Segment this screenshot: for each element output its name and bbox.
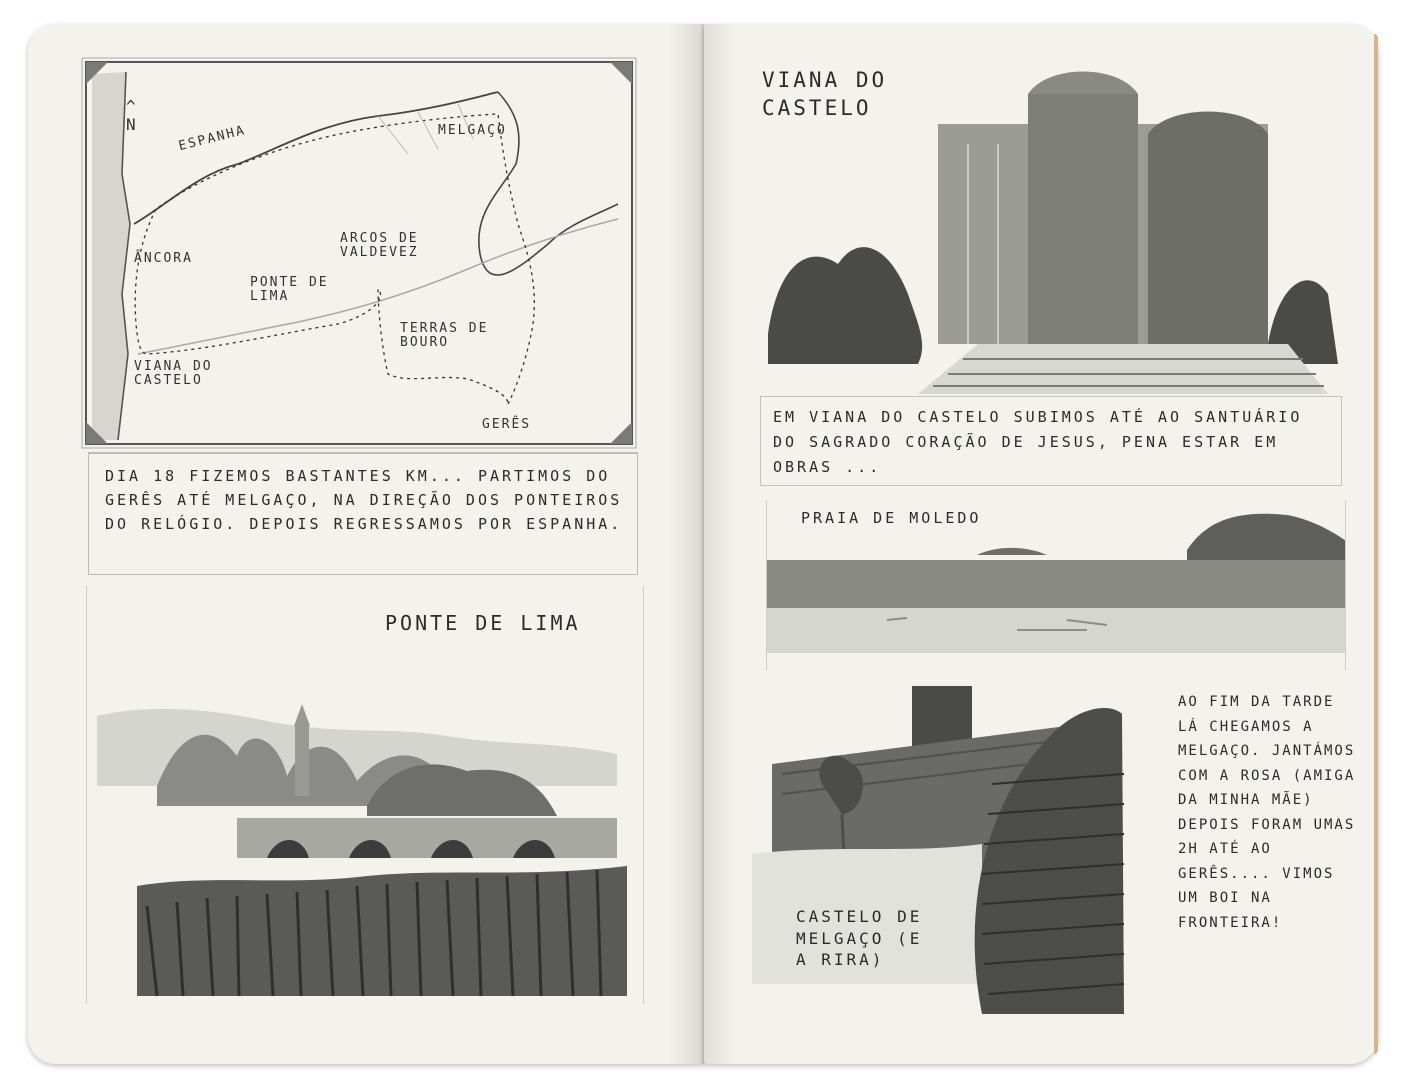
viana-sanctuary-sketch	[768, 64, 1338, 394]
map-label-melgaco: MELGAÇO	[438, 123, 507, 138]
ponte-de-lima-sketch	[87, 586, 643, 1004]
castelo-caption: CASTELO DE MELGAÇO (E A RIRA)	[796, 907, 923, 970]
praia-title: PRAIA DE MOLEDO	[801, 509, 982, 527]
right-page	[704, 24, 1378, 1064]
praia-moledo-panel	[766, 500, 1346, 670]
route-map	[78, 54, 640, 452]
map-label-geres: GERÊS	[482, 417, 532, 432]
melgaco-side-note: AO FIM DA TARDE LÁ CHEGAMOS A MELGAÇO. JANTÁMOS COM A ROSA (AMIGA DA MINHA MÃE) DEPOIS FORAM UMAS 2H ATÉ AO GERÊS.... VIMOS UM BOI NA FRONTEIRA!	[1178, 694, 1356, 931]
viana-title: VIANA DO CASTELO	[762, 68, 888, 121]
page-edge	[1374, 34, 1378, 1054]
sanctuary-drawing	[768, 64, 1338, 394]
map-label-terras-bouro: TERRAS DE BOURO	[400, 321, 489, 351]
trip-note-text: DIA 18 FIZEMOS BASTANTES KM... PARTIMOS DO GERÊS ATÉ MELGAÇO, NA DIREÇÃO DOS PONTEIROS DO RELÓGIO. DEPOIS REGRESSAMOS POR ESPANHA.	[105, 467, 623, 533]
ponte-de-lima-title: PONTE DE LIMA	[385, 611, 581, 635]
trip-note-box	[88, 452, 638, 575]
praia-sketch	[767, 500, 1345, 670]
north-arrow: ^ N	[126, 97, 138, 134]
ponte-de-lima-panel	[86, 586, 644, 1004]
castelo-melgaco-panel	[752, 684, 1162, 1014]
map-label-viana: VIANA DO CASTELO	[134, 359, 213, 389]
map-label-espanha: ESPANHA	[177, 122, 248, 155]
sketchbook-spread	[28, 24, 1378, 1064]
left-page	[28, 24, 704, 1064]
viana-note-box	[760, 396, 1342, 486]
map-label-ponte-lima: PONTE DE LIMA	[250, 275, 329, 305]
map-label-ancora: ÂNCORA	[134, 251, 193, 266]
map-label-arcos: ARCOS DE VALDEVEZ	[340, 231, 419, 261]
viana-note-text: EM VIANA DO CASTELO SUBIMOS ATÉ AO SANTUÁRIO DO SAGRADO CORAÇÃO DE JESUS, PENA ESTAR EM OBRAS ...	[773, 408, 1303, 476]
